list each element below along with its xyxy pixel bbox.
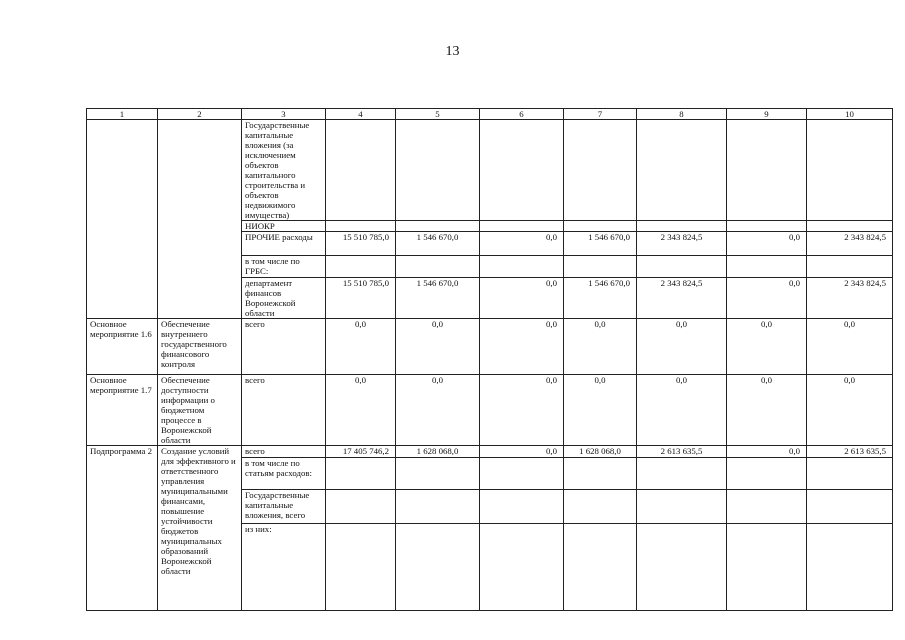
value-cell: 0,0 (326, 375, 396, 446)
value-cell: 0,0 (727, 319, 807, 375)
value-cell: 1 546 670,0 (396, 232, 480, 256)
program-code-cell: Основное мероприятие 1.7 (87, 375, 158, 446)
value-cell: 0,0 (727, 375, 807, 446)
value-cell: 0,0 (637, 375, 727, 446)
column-number: 10 (807, 109, 893, 120)
value-cell: 1 546 670,0 (564, 232, 637, 256)
value-cell: 2 343 824,5 (807, 278, 893, 319)
expense-type-cell: в том числе по ГРБС: (242, 256, 326, 278)
column-number: 6 (480, 109, 564, 120)
value-cell: 0,0 (480, 232, 564, 256)
value-cell: 2 343 824,5 (637, 232, 727, 256)
value-cell: 2 613 635,5 (637, 446, 727, 458)
value-cell: 2 613 635,5 (807, 446, 893, 458)
value-cell: 15 510 785,0 (326, 278, 396, 319)
table-row (87, 319, 893, 375)
value-cell: 1 628 068,0 (396, 446, 480, 458)
cell-empty (158, 120, 242, 319)
column-number: 5 (396, 109, 480, 120)
expense-type-cell: всего (242, 446, 326, 458)
column-number: 7 (564, 109, 637, 120)
expense-type-cell: департамент финансов Воронежской области (242, 278, 326, 319)
value-cell: 15 510 785,0 (326, 232, 396, 256)
column-number: 4 (326, 109, 396, 120)
expense-type-cell: из них: (242, 524, 326, 611)
value-cell: 1 546 670,0 (564, 278, 637, 319)
expense-type-cell: в том числе по статьям расходов: (242, 458, 326, 490)
expense-type-cell: ПРОЧИЕ расходы (242, 232, 326, 256)
value-cell: 2 343 824,5 (637, 278, 727, 319)
column-number: 9 (727, 109, 807, 120)
value-cell: 2 343 824,5 (807, 232, 893, 256)
value-cell: 0,0 (480, 278, 564, 319)
cell-empty (87, 120, 158, 319)
value-cell: 0,0 (396, 375, 480, 446)
column-number: 8 (637, 109, 727, 120)
value-cell: 0,0 (727, 278, 807, 319)
value-cell: 17 405 746,2 (326, 446, 396, 458)
program-name-cell: Обеспечение доступности информации о бюджетном процессе в Воронежской области (158, 375, 242, 446)
expense-type-cell: всего (242, 319, 326, 375)
value-cell: 0,0 (637, 319, 727, 375)
value-cell: 0,0 (480, 319, 564, 375)
value-cell: 0,0 (480, 446, 564, 458)
value-cell: 1 628 068,0 (564, 446, 637, 458)
budget-table (86, 108, 893, 611)
value-cell: 0,0 (480, 375, 564, 446)
expense-type-cell: всего (242, 375, 326, 446)
column-number-row (87, 109, 893, 120)
program-name-cell: Создание условий для эффективного и ответственного управления муниципальными финансами, повышение устойчивости бюджетов муниципальных образований Воронежской области (158, 446, 242, 611)
page-number: 13 (445, 44, 460, 59)
column-number: 1 (87, 109, 158, 120)
program-code-cell: Основное мероприятие 1.6 (87, 319, 158, 375)
table-row (87, 120, 893, 221)
value-cell: 0,0 (564, 319, 637, 375)
expense-type-cell: Государственные капитальные вложения, всего (242, 490, 326, 524)
value-cell: 0,0 (564, 375, 637, 446)
column-number: 2 (158, 109, 242, 120)
value-cell: 0,0 (807, 319, 893, 375)
table-row (87, 375, 893, 446)
column-number: 3 (242, 109, 326, 120)
value-cell: 0,0 (326, 319, 396, 375)
table-row (87, 446, 893, 458)
expense-type-cell: НИОКР (242, 221, 326, 232)
value-cell: 0,0 (727, 446, 807, 458)
expense-type-cell: Государственные капитальные вложения (за исключением объектов капитального строительства и объектов недвижимого имущества) (242, 120, 326, 221)
program-code-cell: Подпрограмма 2 (87, 446, 158, 611)
value-cell: 0,0 (727, 232, 807, 256)
program-name-cell: Обеспечение внутреннего государственного финансового контроля (158, 319, 242, 375)
value-cell: 1 546 670,0 (396, 278, 480, 319)
value-cell: 0,0 (396, 319, 480, 375)
value-cell: 0,0 (807, 375, 893, 446)
